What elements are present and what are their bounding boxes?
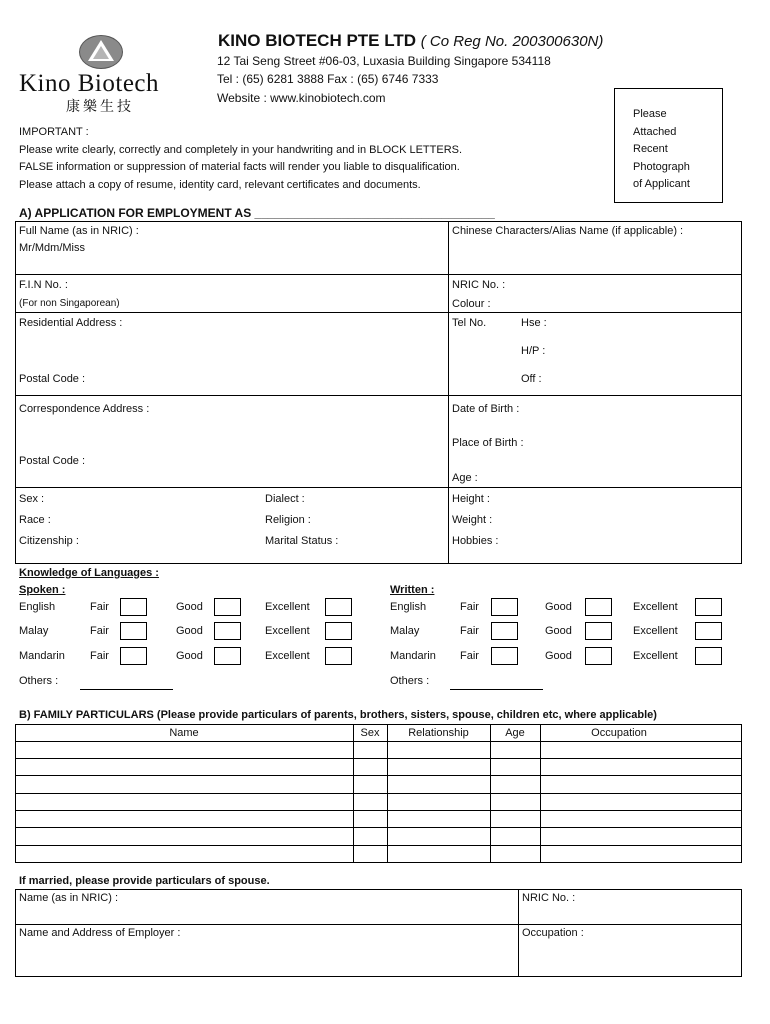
family-header-occupation: Occupation <box>591 727 647 739</box>
written-lang-malay: Malay <box>390 625 420 637</box>
level-fair: Fair <box>90 650 109 662</box>
level-excellent: Excellent <box>633 650 678 662</box>
written-label: Written : <box>390 584 435 596</box>
hobbies-field[interactable]: Hobbies : <box>452 535 499 547</box>
full-name-field[interactable]: Full Name (as in NRIC) : <box>19 225 139 237</box>
colour-field[interactable]: Colour : <box>452 298 491 310</box>
company-phone-fax: Tel : (65) 6281 3888 Fax : (65) 6746 7333 <box>217 72 439 86</box>
company-name: KINO BIOTECH PTE LTD ( Co Reg No. 200300630N) <box>218 31 604 50</box>
family-header-relationship: Relationship <box>408 727 469 739</box>
residential-address-field[interactable]: Residential Address : <box>19 317 123 329</box>
logo-chinese: 康樂生技 <box>66 99 134 115</box>
spoken-label: Spoken : <box>19 584 66 596</box>
written-malay-fair-checkbox[interactable] <box>491 622 518 640</box>
level-excellent: Excellent <box>265 601 310 613</box>
section-a-table <box>15 221 742 564</box>
written-others-input[interactable] <box>450 689 543 690</box>
company-address: 12 Tai Seng Street #06-03, Luxasia Building Singapore 534118 <box>217 54 551 68</box>
written-mandarin-fair-checkbox[interactable] <box>491 647 518 665</box>
spouse-nric-field[interactable]: NRIC No. : <box>522 892 576 904</box>
written-others-label: Others : <box>390 675 430 687</box>
section-b-title: B) FAMILY PARTICULARS (Please provide particulars of parents, brothers, sisters, spouse, children etc, where applicable) <box>19 709 657 721</box>
level-fair: Fair <box>460 625 479 637</box>
height-field[interactable]: Height : <box>452 493 490 505</box>
spoken-others-label: Others : <box>19 675 59 687</box>
correspondence-address-field[interactable]: Correspondence Address : <box>19 403 150 415</box>
nric-field[interactable]: NRIC No. : <box>452 279 506 291</box>
race-field[interactable]: Race : <box>19 514 51 526</box>
spoken-malay-good-checkbox[interactable] <box>214 622 241 640</box>
languages-title: Knowledge of Languages : <box>19 567 159 579</box>
important-line: Please write clearly, correctly and completely in your handwriting and in BLOCK LETTERS. <box>19 143 463 156</box>
fin-note: (For non Singaporean) <box>19 298 120 309</box>
photo-line: of Applicant <box>633 178 690 190</box>
spouse-employer-field[interactable]: Name and Address of Employer : <box>19 927 181 939</box>
written-english-excellent-checkbox[interactable] <box>695 598 722 616</box>
important-line: Please attach a copy of resume, identity card, relevant certificates and documents. <box>19 178 421 191</box>
family-header-name: Name <box>169 727 199 739</box>
marital-status-field[interactable]: Marital Status : <box>265 535 339 547</box>
level-good: Good <box>176 650 203 662</box>
tel-label: Tel No. <box>452 317 487 329</box>
level-good: Good <box>545 650 572 662</box>
written-mandarin-excellent-checkbox[interactable] <box>695 647 722 665</box>
level-fair: Fair <box>460 650 479 662</box>
pob-field[interactable]: Place of Birth : <box>452 437 524 449</box>
photo-line: Attached <box>633 125 677 138</box>
level-fair: Fair <box>90 625 109 637</box>
written-english-fair-checkbox[interactable] <box>491 598 518 616</box>
spoken-lang-mandarin: Mandarin <box>19 650 65 662</box>
spoken-english-excellent-checkbox[interactable] <box>325 598 352 616</box>
photo-line: Recent <box>633 143 668 155</box>
important-heading: IMPORTANT : <box>19 126 89 138</box>
important-notice <box>19 124 462 194</box>
level-excellent: Excellent <box>265 625 310 637</box>
family-header-sex: Sex <box>360 727 380 739</box>
weight-field[interactable]: Weight : <box>452 514 493 526</box>
spoken-mandarin-fair-checkbox[interactable] <box>120 647 147 665</box>
company-logo-icon <box>78 34 124 70</box>
written-malay-excellent-checkbox[interactable] <box>695 622 722 640</box>
level-excellent: Excellent <box>633 601 678 613</box>
spouse-name-field[interactable]: Name (as in NRIC) : <box>19 892 119 904</box>
spoken-mandarin-good-checkbox[interactable] <box>214 647 241 665</box>
spoken-lang-english: English <box>19 601 56 613</box>
age-field[interactable]: Age : <box>452 472 478 484</box>
written-mandarin-good-checkbox[interactable] <box>585 647 612 665</box>
religion-field[interactable]: Religion : <box>265 514 311 526</box>
sex-field[interactable]: Sex : <box>19 493 45 505</box>
spoken-english-good-checkbox[interactable] <box>214 598 241 616</box>
photo-line: Photograph <box>633 160 690 173</box>
postal-code-2-field[interactable]: Postal Code : <box>19 455 86 467</box>
fin-field[interactable]: F.I.N No. : <box>19 279 68 291</box>
dob-field[interactable]: Date of Birth : <box>452 403 520 415</box>
spoken-english-fair-checkbox[interactable] <box>120 598 147 616</box>
level-fair: Fair <box>460 601 479 613</box>
salutation-label: Mr/Mdm/Miss <box>19 242 85 254</box>
spoken-lang-malay: Malay <box>19 625 49 637</box>
spoken-mandarin-excellent-checkbox[interactable] <box>325 647 352 665</box>
dialect-field[interactable]: Dialect : <box>265 493 305 505</box>
written-lang-mandarin: Mandarin <box>390 650 436 662</box>
level-excellent: Excellent <box>633 625 678 637</box>
level-good: Good <box>176 625 203 637</box>
logo-name: Kino Biotech <box>19 70 160 97</box>
written-malay-good-checkbox[interactable] <box>585 622 612 640</box>
tel-hp-field[interactable]: H/P : <box>521 345 546 357</box>
section-a-title: A) APPLICATION FOR EMPLOYMENT AS ____________________________________ <box>19 206 495 220</box>
tel-off-field[interactable]: Off : <box>521 373 542 385</box>
spoken-others-input[interactable] <box>80 689 173 690</box>
chinese-name-field[interactable]: Chinese Characters/Alias Name (if applicable) : <box>452 225 684 237</box>
level-good: Good <box>176 601 203 613</box>
important-line: FALSE information or suppression of material facts will render you liable to disqualification. <box>19 161 460 173</box>
photo-box[interactable] <box>614 88 723 203</box>
spouse-title: If married, please provide particulars of spouse. <box>19 875 270 887</box>
level-fair: Fair <box>90 601 109 613</box>
citizenship-field[interactable]: Citizenship : <box>19 535 79 547</box>
family-header-age: Age <box>505 727 525 739</box>
tel-hse-field[interactable]: Hse : <box>521 317 547 329</box>
level-excellent: Excellent <box>265 650 310 662</box>
company-website: Website : www.kinobiotech.com <box>217 91 386 105</box>
spouse-occupation-field[interactable]: Occupation : <box>522 927 584 939</box>
company-reg: ( Co Reg No. 200300630N) <box>420 33 604 50</box>
written-english-good-checkbox[interactable] <box>585 598 612 616</box>
spoken-malay-excellent-checkbox[interactable] <box>325 622 352 640</box>
spoken-malay-fair-checkbox[interactable] <box>120 622 147 640</box>
level-good: Good <box>545 601 572 613</box>
photo-line: Please <box>633 108 667 120</box>
level-good: Good <box>545 625 572 637</box>
postal-code-1-field[interactable]: Postal Code : <box>19 373 86 385</box>
written-lang-english: English <box>390 601 427 613</box>
